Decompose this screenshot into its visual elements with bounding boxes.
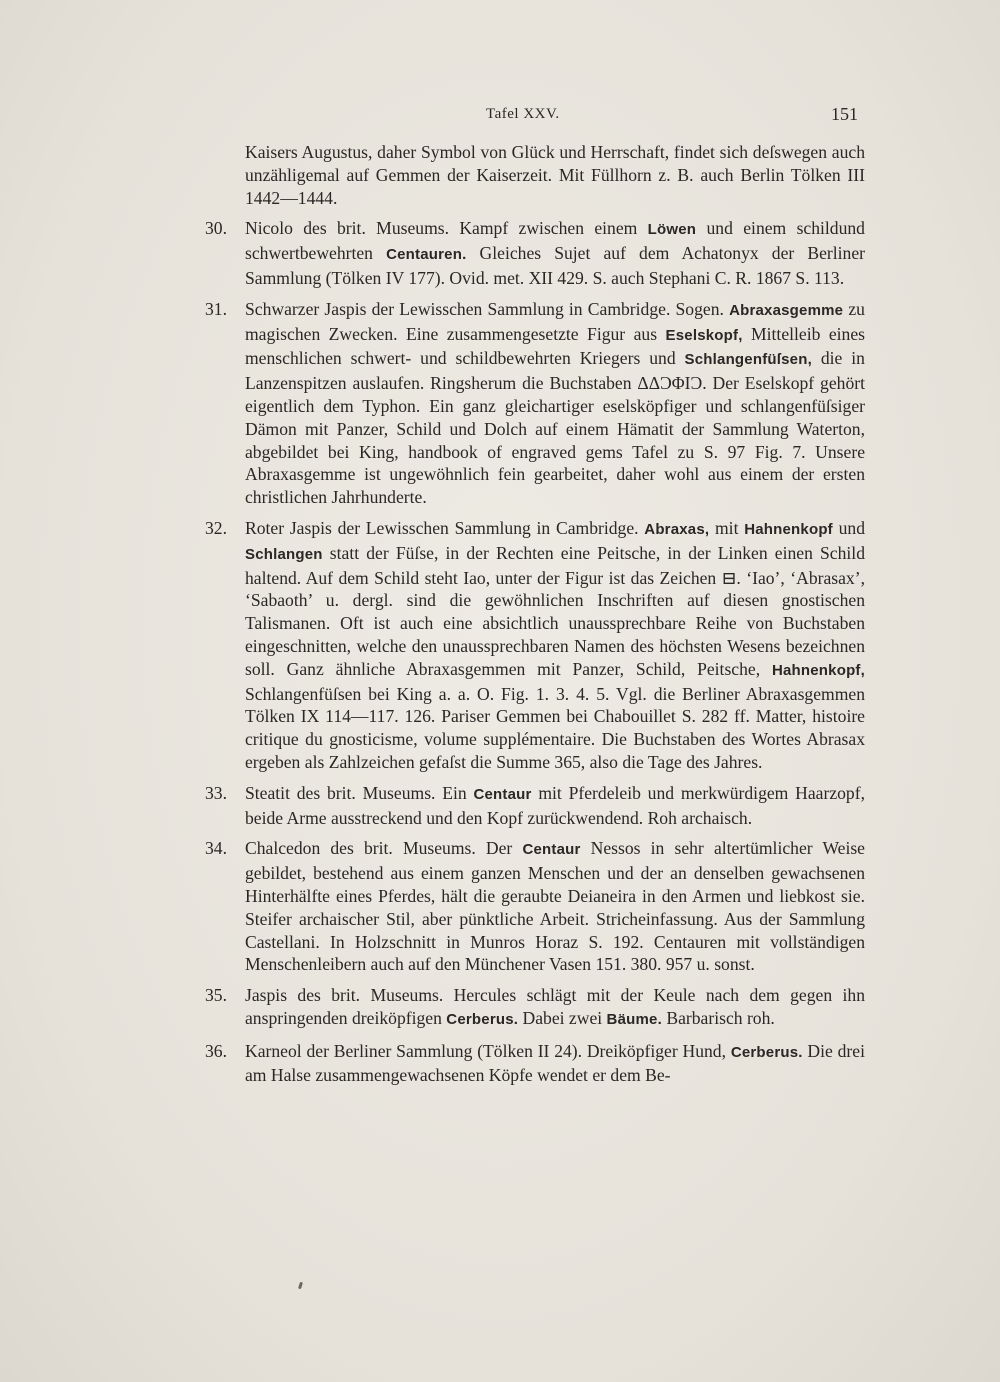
entry-text: Barbarisch roh. <box>661 1007 775 1028</box>
emphasized-term: Schlangen <box>245 545 323 563</box>
entry-number: 30. <box>205 218 227 239</box>
entry-text: Die drei am Halse zusammengewachsenen Köpfe wendet er dem Be- <box>245 1040 865 1086</box>
catalogue-entry <box>205 1040 865 1088</box>
entry-text: mit Pferdeleib und merkwürdigem Haarzopf, beide Arme ausstreckend und den Kopf zurückwendend. Roh archaisch. <box>245 782 865 828</box>
emphasized-term: Cerberus. <box>730 1043 803 1061</box>
entry-text: zu magischen Zwecken. Eine zusammengesetzte Figur aus <box>245 298 865 344</box>
catalogue-entry <box>205 517 865 774</box>
entry-text: Schlangenfüſsen bei King a. a. O. Fig. 1. 3. 4. 5. Vgl. die Berliner Abraxasgemmen Tölken IX 114—117. 126. Pariser Gemmen bei Chabouillet S. 282 ff. Matter, histoire critique du gnosticisme, volume supplémentaire. Die Buchstaben des Wortes Abrasax ergeben als Zahlzeichen gefaſst die Summe 365, also die Tage des Jahres. <box>245 683 865 772</box>
entry-text: Gleiches Sujet auf dem Achatonyx der Berliner Sammlung (Tölken IV 177). Ovid. met. XII 429. S. auch Stephani C. R. 1867 S. 113. <box>245 243 865 288</box>
catalogue-entry <box>205 782 865 830</box>
entry-number: 32. <box>205 517 227 538</box>
entry-text: die in Lanzenspitzen auslaufen. Ringsherum die Buchstaben ΔΔƆΦIƆ. Der Eselskopf gehört eigentlich dem Typhon. Ein ganz gleichartiger eselsköpfiger und schlangenfüſsiger Dämon mit Panzer, Schild und Dolch auf einem Hämatit der Sammlung Waterton, abgebildet bei King, handbook of engraved gems Tafel zu S. 97 Fig. 7. Unsere Abraxasgemme ist ungewöhnlich fein gearbeitet, daher wohl aus einem der ersten christlichen Jahrhunderte. <box>245 348 865 508</box>
entry-text: Jaspis des brit. Museums. Hercules schlägt mit der Keule nach dem gegen ihn anspringenden dreiköpfigen <box>245 985 865 1028</box>
entry-text: und <box>832 517 865 538</box>
entry-number: 36. <box>205 1040 227 1061</box>
emphasized-term: Hahnenkopf, <box>771 661 865 679</box>
emphasized-term: Centaur <box>522 841 581 859</box>
entry-number: 31. <box>205 298 227 319</box>
entry-text: Schwarzer Jaspis der Lewisschen Sammlung in Cambridge. Sogen. <box>245 298 730 319</box>
running-header <box>0 104 1000 128</box>
emphasized-term: Centauren. <box>386 246 467 264</box>
emphasized-term: Schlangenfüſsen, <box>684 351 812 369</box>
page-number: 151 <box>831 104 858 124</box>
entry-number: 33. <box>205 782 227 803</box>
entry-text: Nessos in sehr altertümlicher Weise gebildet, bestehend aus einem ganzen Menschen und der an denselben gewachsenen Hinterhälfte eines Pferdes, hält die geraubte Deianeira in den Armen und liebkost sie. Steifer archaischer Stil, aber pünktliche Arbeit. Stricheinfassung. Aus der Sammlung Castellani. In Holzschnitt in Munros Horaz S. 192. Centauren mit vollständigen Menschenleibern auch auf den Münchener Vasen 151. 380. 957 u. sonst. <box>245 838 865 975</box>
emphasized-term: Hahnenkopf <box>744 520 833 538</box>
entry-text: Steatit des brit. Museums. Ein <box>245 782 474 803</box>
entry-text: Karneol der Berliner Sammlung (Tölken II 24). Dreiköpfiger Hund, <box>245 1040 731 1061</box>
catalogue-entry <box>205 298 865 509</box>
emphasized-term: Centaur <box>473 785 532 803</box>
catalogue-entry <box>205 837 865 976</box>
entry-text: mit <box>709 517 745 538</box>
emphasized-term: Abraxas, <box>644 520 710 538</box>
body-text <box>205 141 865 1087</box>
entry-number: 34. <box>205 838 227 859</box>
continuation-paragraph: Kaisers Augustus, daher Symbol von Glück und Herrschaft, findet sich deſswegen auch unzähligemal auf Gemmen der Kaiserzeit. Mit Füllhorn z. B. auch Berlin Tölken III 1442—1444. <box>245 142 865 208</box>
ink-smudge <box>298 1282 303 1290</box>
entry-text: Chalcedon des brit. Museums. Der <box>245 838 523 859</box>
emphasized-term: Bäume. <box>606 1010 662 1028</box>
emphasized-term: Eselskopf, <box>665 326 743 344</box>
catalogue-entry <box>205 984 865 1032</box>
emphasized-term: Abraxasgemme <box>729 301 844 319</box>
entry-text: und einem schildund schwertbewehrten <box>245 218 865 264</box>
entry-text: Nicolo des brit. Museums. Kampf zwischen einem <box>245 218 648 239</box>
emphasized-term: Cerberus. <box>446 1010 519 1028</box>
entry-text: Roter Jaspis der Lewisschen Sammlung in Cambridge. <box>245 517 645 538</box>
entry-number: 35. <box>205 985 227 1006</box>
plate-title: Tafel XXV. <box>486 106 560 122</box>
entry-text: Mittelleib eines menschlichen schwert- und schildbewehrten Kriegers und <box>245 323 865 369</box>
emphasized-term: Löwen <box>647 221 697 239</box>
catalogue-entry <box>205 217 865 289</box>
entry-text: statt der Füſse, in der Rechten eine Peitsche, in der Linken einen Schild haltend. Auf dem Schild steht Iao, unter der Figur ist das Zeichen ⊟. ‘Iao’, ‘Abrasax’, ‘Sabaoth’ u. dergl. sind die gewöhnlichen Inschriften auf diesen gnostischen Talismanen. Oft ist auch eine absichtlich unaussprechbare Reihe von Buchstaben eingeschnitten, welche den unaussprechbaren Namen des höchsten Wesens bezeichnen soll. Ganz ähnliche Abraxasgemmen mit Panzer, Schild, Peitsche, <box>245 542 865 679</box>
entry-text: Dabei zwei <box>518 1007 607 1028</box>
